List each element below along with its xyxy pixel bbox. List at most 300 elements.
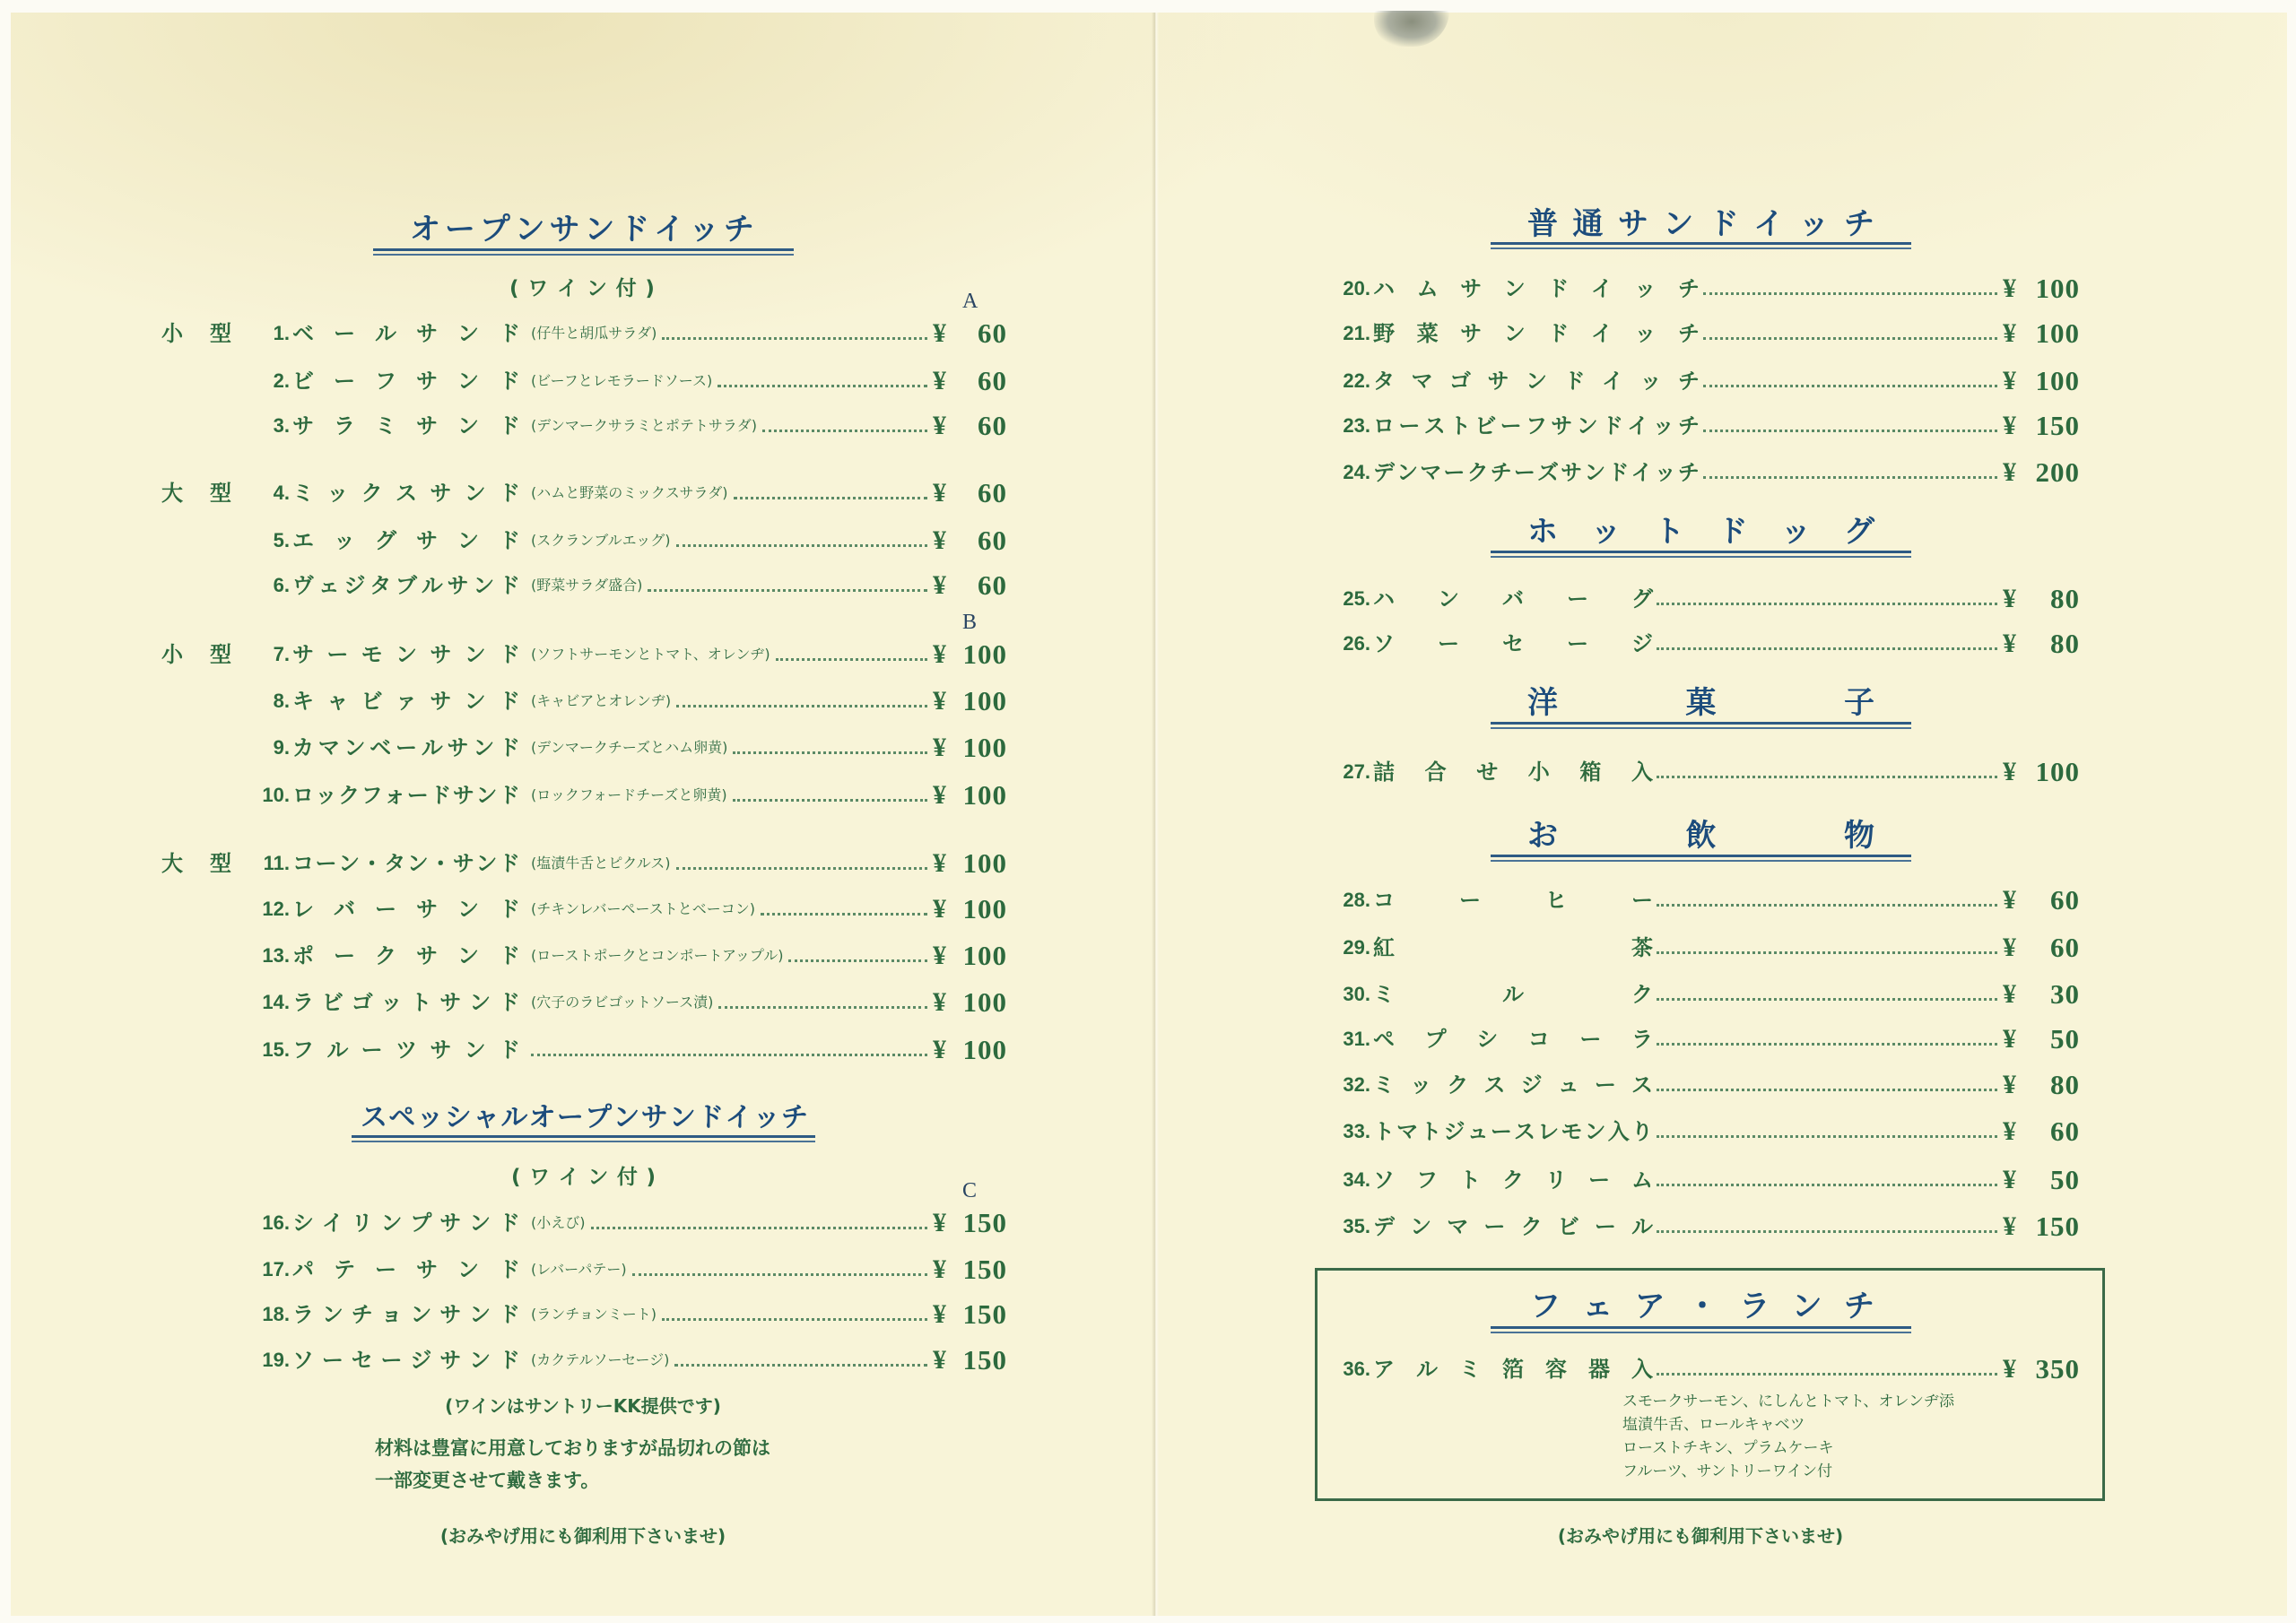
glyph: 紅 — [1373, 935, 1395, 960]
item-price: 50 — [2050, 1023, 2080, 1055]
item-leader-area — [1703, 453, 1997, 492]
glyph: ー — [1490, 1119, 1512, 1144]
menu-item-row — [0, 1112, 2296, 1151]
glyph: ド — [498, 1348, 520, 1373]
glyph: サ — [430, 642, 452, 667]
item-price: 100 — [962, 1034, 1007, 1065]
glyph: キ — [292, 689, 314, 714]
glyph: ー — [1567, 586, 1588, 612]
glyph: ・ — [361, 851, 383, 876]
item-leader-area — [1703, 269, 1997, 308]
glyph: 詰 — [1373, 759, 1395, 785]
glyph: 型 — [210, 481, 231, 506]
glyph: レ — [1537, 1119, 1560, 1144]
glyph: ペ — [388, 1102, 416, 1133]
glyph: 物 — [1844, 818, 1874, 854]
dotted-leader — [1657, 1373, 1997, 1376]
glyph: チ — [1677, 276, 1700, 301]
souvenir-footer: (おみやげ用にも御利用下さいませ) — [1557, 1525, 1844, 1547]
glyph: ー — [1579, 1027, 1602, 1052]
menu-item-row — [0, 1065, 2296, 1105]
glyph: ン — [473, 735, 495, 760]
currency-symbol: ¥ — [2003, 457, 2016, 487]
item-number: 13. — [262, 944, 290, 967]
item-name — [292, 681, 520, 721]
dotted-leader — [1657, 904, 1997, 907]
glyph: ー — [444, 212, 475, 247]
item-name — [1373, 361, 1700, 401]
glyph: サ — [549, 212, 580, 247]
glyph: ン — [475, 783, 498, 808]
glyph: ン — [457, 897, 479, 922]
set-menu-detail: フルーツ、サントリーワイン付 — [1622, 1462, 1833, 1480]
glyph: ド — [1563, 369, 1586, 394]
item-description: (デンマークチーズとハム卵黄) — [531, 739, 728, 756]
dotted-leader — [1657, 776, 1997, 778]
menu-item-row — [0, 269, 2296, 308]
item-leader-area — [1657, 1020, 1997, 1059]
glyph: ン — [395, 642, 417, 667]
currency-symbol: ¥ — [2003, 318, 2016, 348]
glyph: サ — [1460, 276, 1483, 301]
glyph: マ — [317, 735, 340, 760]
item-number: 9. — [273, 736, 290, 759]
glyph: ) — [645, 277, 655, 300]
item-number: 6. — [273, 574, 290, 596]
glyph: ( — [511, 1166, 521, 1189]
glyph: ド — [499, 573, 520, 598]
item-leader-area — [1703, 361, 1997, 401]
glyph: ッ — [380, 990, 403, 1015]
glyph: グ — [375, 528, 396, 553]
item-number: 3. — [273, 414, 290, 437]
glyph: サ — [447, 735, 469, 760]
glyph: ド — [498, 642, 520, 667]
glyph: チ — [1843, 1289, 1874, 1324]
wine-supplier-note: (ワインはサントリーKK提供です) — [445, 1395, 721, 1417]
item-name — [1373, 1112, 1653, 1151]
glyph: サ — [1561, 460, 1583, 485]
glyph: チ — [723, 212, 754, 247]
item-price: 100 — [962, 638, 1007, 670]
currency-symbol: ¥ — [2003, 411, 2016, 440]
glyph: ン — [1526, 369, 1547, 394]
glyph: ソ — [292, 1348, 314, 1373]
glyph: サ — [292, 642, 314, 667]
item-price: 150 — [962, 1298, 1007, 1330]
glyph: マ — [1411, 369, 1433, 394]
glyph: ミ — [1459, 1357, 1481, 1382]
item-leader-area — [1657, 1160, 1997, 1200]
dotted-leader — [1703, 337, 1997, 340]
glyph: サ — [1460, 321, 1483, 346]
currency-symbol: ¥ — [933, 780, 946, 810]
glyph: ド — [498, 1037, 520, 1063]
glyph: ム — [1631, 1167, 1653, 1193]
glyph: イ — [654, 212, 685, 247]
glyph: イ — [557, 277, 578, 300]
glyph: チ — [780, 1102, 808, 1133]
item-name — [292, 521, 520, 560]
set-menu-detail: 塩漬牛舌、ロールキャベツ — [1622, 1416, 1805, 1434]
glyph: イ — [725, 1102, 752, 1133]
glyph: ド — [499, 321, 520, 346]
glyph: ト — [1420, 1119, 1442, 1144]
glyph: ッ — [1652, 413, 1674, 438]
glyph: 普 — [1527, 206, 1558, 242]
glyph: ン — [457, 321, 479, 346]
glyph: 付 — [616, 1166, 638, 1189]
glyph: ツ — [395, 1037, 417, 1063]
glyph: ッ — [1590, 514, 1622, 550]
item-number: 32. — [1343, 1073, 1370, 1096]
item-number: 28. — [1343, 889, 1370, 911]
item-number: 10. — [262, 784, 290, 806]
ingredients-note-line-2: 一部変更させて戴きます。 — [375, 1470, 600, 1491]
glyph: ド — [498, 851, 520, 876]
item-leader-area — [1657, 975, 1997, 1014]
item-price: 60 — [978, 410, 1007, 441]
glyph: ュ — [1466, 1119, 1489, 1144]
item-number: 19. — [262, 1349, 290, 1371]
glyph: サ — [416, 897, 438, 922]
glyph: チ — [351, 1302, 373, 1327]
glyph: ン — [469, 990, 491, 1015]
glyph: シ — [444, 1102, 472, 1133]
glyph: ン — [380, 1211, 403, 1236]
glyph: ー — [380, 1348, 403, 1373]
glyph: ジ — [1520, 1072, 1543, 1098]
item-number: 5. — [273, 529, 290, 551]
dotted-leader — [1703, 292, 1997, 295]
glyph: ク — [1466, 460, 1489, 485]
glyph: ド — [430, 783, 452, 808]
menu-item-row — [0, 1350, 2296, 1389]
glyph: ラ — [292, 990, 314, 1015]
glyph: ラ — [292, 1302, 314, 1327]
heading-underline — [373, 248, 794, 256]
item-price: 60 — [978, 477, 1007, 508]
glyph: ド — [697, 1102, 725, 1133]
glyph: ド — [499, 1257, 520, 1282]
glyph: ン — [584, 212, 615, 247]
glyph: フ — [1525, 413, 1547, 438]
glyph: サ — [416, 321, 438, 346]
glyph: ン — [457, 1257, 479, 1282]
item-price: 100 — [962, 847, 1007, 879]
glyph: ジ — [1631, 631, 1653, 656]
item-description: (レバーパテー) — [531, 1261, 627, 1278]
glyph: ェ — [317, 573, 340, 598]
item-price: 350 — [2035, 1353, 2080, 1384]
item-price: 100 — [2035, 317, 2080, 349]
glyph: グ — [1843, 514, 1874, 550]
glyph: 入 — [1631, 1357, 1653, 1382]
glyph: ソ — [1373, 1167, 1395, 1193]
glyph: ラ — [1631, 1027, 1653, 1052]
glyph: 子 — [1844, 685, 1874, 721]
glyph: ン — [469, 1302, 491, 1327]
glyph: ー — [321, 1348, 344, 1373]
glyph: ク — [375, 943, 396, 968]
item-description: (塩漬牛舌とピクルス) — [531, 855, 671, 872]
glyph: ル — [1416, 1357, 1438, 1382]
menu-item-row — [0, 1207, 2296, 1246]
glyph: オ — [410, 212, 440, 247]
glyph: ド — [499, 528, 520, 553]
item-leader-area — [1657, 928, 1997, 968]
glyph: サ — [430, 689, 452, 714]
item-leader-area — [531, 521, 927, 560]
glyph: ン — [338, 851, 361, 876]
item-price: 100 — [962, 893, 1007, 924]
item-price: 60 — [2050, 932, 2080, 963]
glyph: ス — [1514, 1119, 1536, 1144]
glyph: ド — [1547, 276, 1570, 301]
glyph: 茶 — [1631, 935, 1653, 960]
item-price: 60 — [978, 525, 1007, 556]
glyph: ー — [334, 321, 355, 346]
currency-symbol: ¥ — [933, 894, 946, 924]
currency-symbol: ¥ — [933, 1208, 946, 1237]
item-name — [1373, 314, 1700, 353]
item-price: 80 — [2050, 628, 2080, 659]
item-description: (デンマークサラミとポテトサラダ) — [531, 417, 758, 434]
glyph: サ — [1551, 413, 1573, 438]
item-number: 15. — [262, 1038, 290, 1061]
glyph: サ — [416, 413, 438, 438]
item-name — [1373, 579, 1653, 619]
glyph: ャ — [326, 689, 349, 714]
glyph: ド — [499, 413, 520, 438]
item-price: 100 — [2035, 273, 2080, 304]
glyph: ト — [1448, 413, 1471, 438]
glyph: ン — [457, 369, 479, 394]
glyph: ジ — [1443, 1119, 1465, 1144]
item-leader-area — [1657, 1207, 1997, 1246]
item-number: 1. — [273, 322, 290, 344]
glyph: 型 — [210, 321, 231, 346]
glyph: サ — [452, 783, 474, 808]
glyph: ー — [326, 642, 349, 667]
regular-sandwich-heading — [1527, 208, 1874, 240]
glyph: ッ — [416, 1102, 444, 1133]
glyph: ー — [396, 735, 417, 760]
glyph: 小 — [161, 321, 183, 346]
currency-symbol: ¥ — [2003, 1354, 2016, 1384]
glyph: イ — [1590, 321, 1613, 346]
glyph: ン — [514, 212, 545, 247]
glyph: ド — [498, 783, 520, 808]
price-grade-letter: C — [962, 1179, 978, 1202]
item-number: 11. — [263, 852, 290, 874]
glyph: サ — [416, 528, 438, 553]
menu-item-row — [0, 624, 2296, 664]
glyph: ・ — [1686, 1289, 1718, 1324]
glyph: ポ — [292, 943, 314, 968]
item-price: 100 — [962, 779, 1007, 811]
glyph: ン — [1438, 586, 1459, 612]
item-description: (ソフトサーモンとトマト、オレンヂ) — [531, 646, 770, 663]
item-leader-area — [531, 681, 927, 721]
ingredients-note-line-1: 材料は豊富に用意しておりますが品切れの節は — [375, 1437, 770, 1459]
item-number: 17. — [262, 1258, 290, 1280]
currency-symbol: ¥ — [933, 1299, 946, 1329]
currency-symbol: ¥ — [933, 848, 946, 878]
glyph: ル — [500, 1102, 528, 1133]
item-number: 36. — [1343, 1358, 1370, 1380]
glyph: バ — [1502, 586, 1524, 612]
item-leader-area — [1657, 752, 1997, 792]
glyph: サ — [430, 481, 452, 506]
glyph: ワ — [529, 1166, 551, 1189]
item-name — [1373, 1065, 1653, 1105]
glyph: ー — [1500, 413, 1522, 438]
glyph: 容 — [1545, 1357, 1567, 1382]
menu-item-row — [0, 1160, 2296, 1200]
glyph: ミ — [292, 481, 314, 506]
currency-symbol: ¥ — [2003, 979, 2016, 1009]
glyph: ビ — [292, 369, 314, 394]
dotted-leader — [1703, 476, 1997, 479]
currency-symbol: ¥ — [2003, 1024, 2016, 1054]
glyph: ズ — [1536, 460, 1559, 485]
glyph: ー — [1438, 631, 1459, 656]
glyph: ル — [375, 321, 396, 346]
glyph: ク — [1447, 1072, 1469, 1098]
item-number: 25. — [1343, 587, 1370, 610]
glyph: イ — [1631, 460, 1653, 485]
glyph: チ — [1677, 413, 1700, 438]
set-menu-detail: ローストチキン、プラムケーキ — [1622, 1439, 1834, 1457]
menu-item-row — [0, 521, 2296, 560]
glyph: ン — [1503, 321, 1526, 346]
dotted-leader — [1657, 603, 1997, 605]
glyph: ン — [469, 1348, 491, 1373]
item-leader-area — [1703, 314, 1997, 353]
glyph: プ — [410, 1211, 432, 1236]
item-price: 100 — [2035, 756, 2080, 787]
glyph: ン — [464, 642, 486, 667]
item-price: 100 — [962, 685, 1007, 716]
item-name — [292, 1250, 520, 1289]
item-number: 12. — [262, 898, 290, 920]
item-number: 35. — [1343, 1215, 1370, 1237]
item-number: 16. — [262, 1211, 290, 1234]
glyph: ・ — [430, 851, 452, 876]
glyph: サ — [439, 1348, 462, 1373]
item-name — [1373, 406, 1700, 446]
glyph: ス — [1483, 1072, 1506, 1098]
glyph: ク — [361, 481, 383, 506]
dotted-leader — [676, 544, 927, 547]
item-name — [1373, 453, 1700, 492]
item-leader-area — [1657, 1065, 1997, 1105]
glyph: ミ — [1373, 982, 1395, 1007]
glyph: サ — [447, 573, 469, 598]
dotted-leader — [1657, 647, 1997, 650]
glyph: ー — [1588, 1167, 1610, 1193]
glyph: ド — [498, 689, 520, 714]
currency-symbol: ¥ — [2003, 757, 2016, 786]
item-price: 100 — [962, 986, 1007, 1018]
glyph: ン — [464, 481, 486, 506]
item-number: 27. — [1343, 760, 1370, 783]
item-name — [1373, 928, 1653, 968]
glyph: ン — [321, 1302, 344, 1327]
item-number: 20. — [1343, 277, 1370, 299]
dotted-leader — [1703, 430, 1997, 432]
glyph: ハ — [1373, 276, 1395, 301]
item-number: 24. — [1343, 461, 1370, 483]
glyph: フ — [361, 783, 383, 808]
item-description: (ハムと野菜のミックスサラダ) — [531, 484, 728, 501]
glyph: シ — [292, 1211, 314, 1236]
glyph: せ — [1476, 759, 1499, 785]
glyph: ー — [361, 1037, 383, 1063]
item-number: 22. — [1343, 369, 1370, 392]
glyph: ュ — [1557, 1072, 1579, 1098]
item-leader-area — [531, 844, 927, 883]
menu-item-row — [0, 844, 2296, 883]
glyph: マ — [1396, 1119, 1419, 1144]
glyph: ) — [646, 1166, 656, 1189]
item-number: 7. — [273, 643, 290, 665]
item-name — [1373, 881, 1653, 920]
glyph: タ — [370, 573, 392, 598]
item-price: 200 — [2035, 456, 2080, 488]
glyph: ド — [1601, 413, 1623, 438]
glyph: ル — [326, 1037, 349, 1063]
glyph: ハ — [1373, 586, 1395, 612]
glyph: コ — [1527, 1027, 1550, 1052]
glyph: ッ — [334, 528, 355, 553]
glyph: ッ — [315, 783, 337, 808]
item-leader-area — [531, 1295, 927, 1334]
currency-symbol: ¥ — [933, 366, 946, 395]
glyph: お — [1527, 818, 1558, 854]
currency-symbol: ¥ — [933, 686, 946, 716]
glyph: イ — [1627, 413, 1649, 438]
heading-underline — [1491, 242, 1911, 249]
currency-symbol: ¥ — [2003, 366, 2016, 395]
glyph: ン — [464, 1037, 486, 1063]
glyph: ー — [1398, 413, 1421, 438]
glyph: ー — [375, 1257, 396, 1282]
item-description: (仔牛と胡瓜サラダ) — [531, 325, 657, 342]
item-name — [1373, 752, 1653, 792]
item-name — [1373, 1160, 1653, 1200]
glyph: ス — [395, 481, 417, 506]
glyph: イ — [1602, 369, 1623, 394]
glyph: ン — [1584, 1119, 1606, 1144]
glyph: タ — [384, 851, 406, 876]
glyph: ン — [668, 1102, 696, 1133]
glyph: ビ — [1557, 1214, 1579, 1239]
glyph: ミ — [1373, 1072, 1395, 1098]
glyph: ー — [1567, 631, 1588, 656]
glyph: タ — [1373, 369, 1395, 394]
glyph: マ — [1447, 1214, 1469, 1239]
glyph: 通 — [1572, 206, 1604, 242]
glyph: ソ — [1373, 631, 1395, 656]
glyph: ー — [1594, 1214, 1616, 1239]
glyph: 小 — [161, 642, 183, 667]
item-leader-area — [1657, 624, 1997, 664]
item-number: 30. — [1343, 983, 1370, 1005]
glyph: ラ — [1739, 1289, 1770, 1324]
currency-symbol: ¥ — [933, 570, 946, 600]
